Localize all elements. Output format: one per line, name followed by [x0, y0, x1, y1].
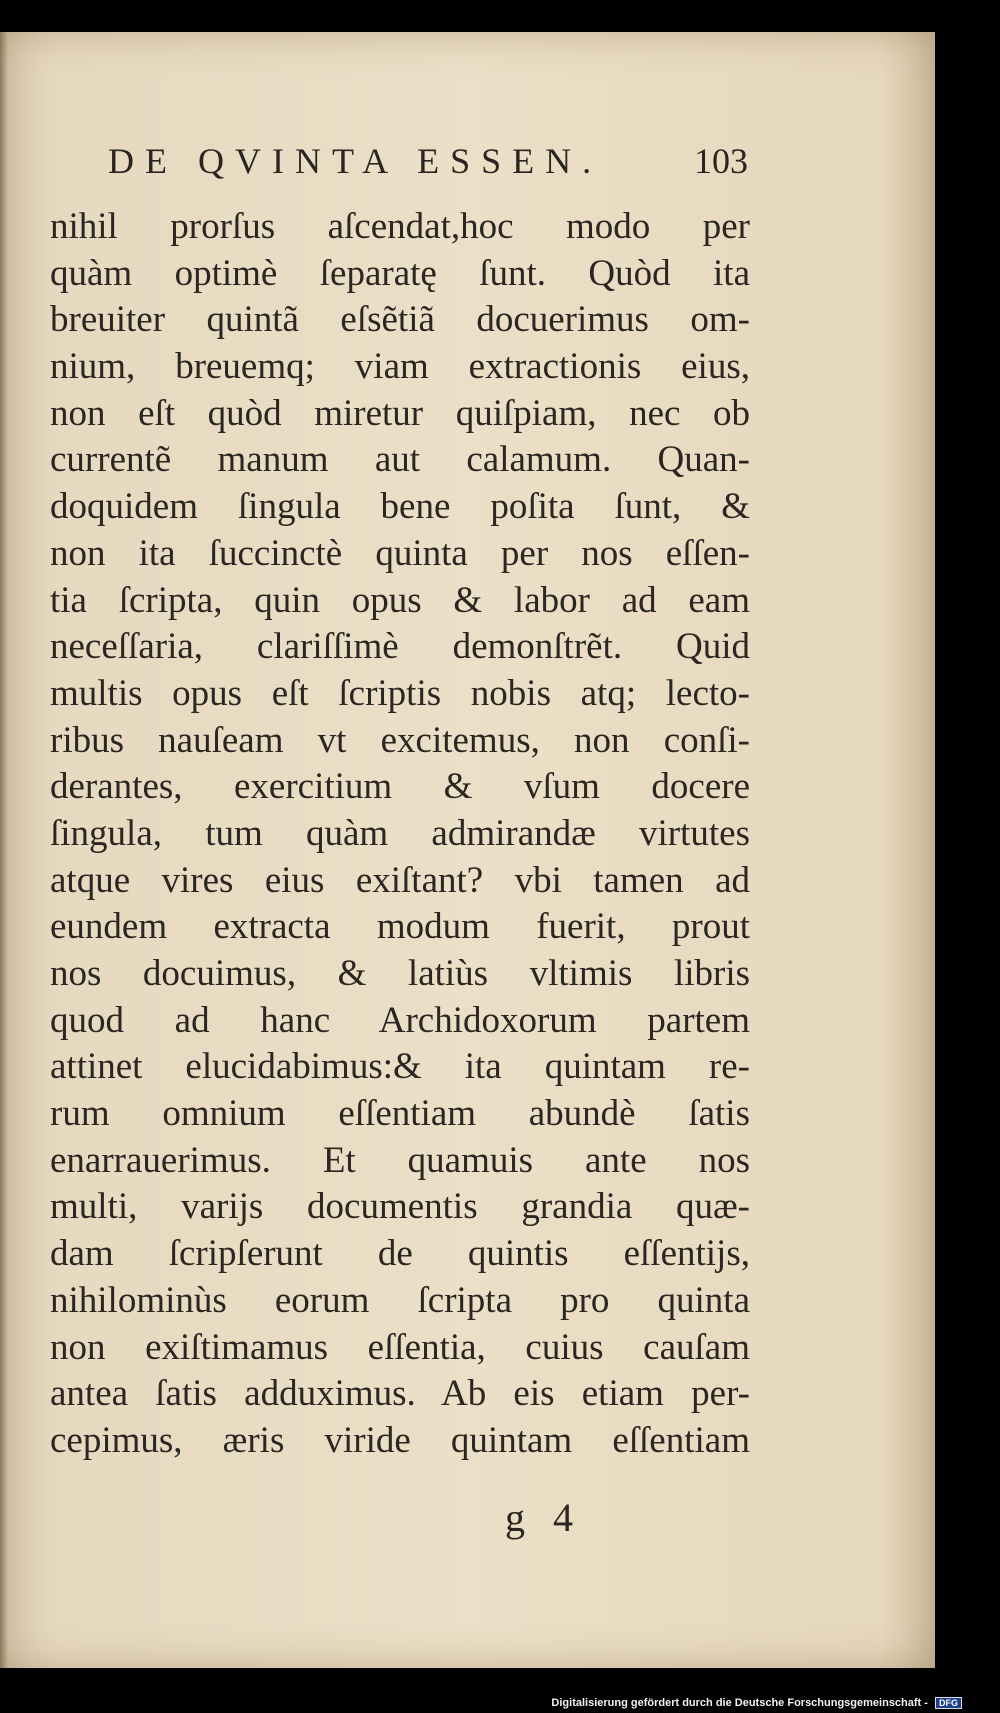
text-line: non exiſtimamus eſſentia, cuius cauſam — [50, 1326, 750, 1368]
text-line: quod ad hanc Archidoxorum partem — [50, 999, 750, 1041]
book-page — [0, 32, 935, 1668]
text-line: nium, breuemq; viam extractionis eius, — [50, 346, 750, 388]
text-line: antea ſatis adduximus. Ab eis etiam per- — [50, 1373, 750, 1415]
text-line: attinet elucidabimus:& ita quintam re- — [50, 1046, 750, 1088]
body-text — [50, 204, 750, 1465]
text-line: derantes, exercitium & vſum docere — [50, 766, 750, 808]
text-line: enarrauerimus. Et quamuis ante nos — [50, 1139, 750, 1181]
text-line: non eſt quòd miretur quiſpiam, nec ob — [50, 392, 750, 434]
text-line: multi, varijs documentis grandia quæ- — [50, 1186, 750, 1228]
text-line: tia ſcripta, quin opus & labor ad eam — [50, 579, 750, 621]
page-header — [108, 140, 748, 196]
dfg-logo: DFG — [935, 1697, 962, 1709]
page-number: 103 — [694, 141, 748, 181]
text-line: ribus nauſeam vt excitemus, non conſi- — [50, 719, 750, 761]
text-line: eundem extracta modum fuerit, prout — [50, 906, 750, 948]
text-line: nihil prorſus aſcendat,hoc modo per — [50, 206, 750, 247]
text-line: dam ſcripſerunt de quintis eſſentijs, — [50, 1233, 750, 1275]
running-head: DE QVINTA ESSEN. — [108, 141, 603, 181]
text-line: nos docuimus, & latiùs vltimis libris — [50, 953, 750, 994]
text-line: breuiter quintã eſsẽtiã docuerimus om- — [50, 299, 750, 341]
signature-mark: g 4 — [505, 1495, 573, 1540]
text-line: atque vires eius exiſtant? vbi tamen ad — [50, 859, 750, 901]
text-line: quàm optimè ſeparatę ſunt. Quòd ita — [50, 252, 750, 294]
page-spine-shadow — [0, 32, 8, 1668]
credit-text: Digitalisierung gefördert durch die Deutsche Forschungsgemeinschaft - — [551, 1696, 928, 1709]
text-line: rum omnium eſſentiam abundè ſatis — [50, 1093, 750, 1135]
text-line: non ita ſuccinctè quinta per nos eſſen- — [50, 532, 750, 574]
text-line: multis opus eſt ſcriptis nobis atq; lecto- — [50, 672, 750, 714]
text-line: nihilominùs eorum ſcripta pro quinta — [50, 1279, 750, 1321]
text-line: currentẽ manum aut calamum. Quan- — [50, 439, 750, 481]
text-line: neceſſaria, clariſſimè demonſtrẽt. Quid — [50, 626, 750, 668]
text-line: cepimus, æris viride quintam eſſentiam — [50, 1419, 750, 1461]
digitization-credit — [551, 1697, 962, 1709]
text-line: ſingula, tum quàm admirandæ virtutes — [50, 812, 750, 854]
text-line: doquidem ſingula bene poſita ſunt, & — [50, 486, 750, 528]
